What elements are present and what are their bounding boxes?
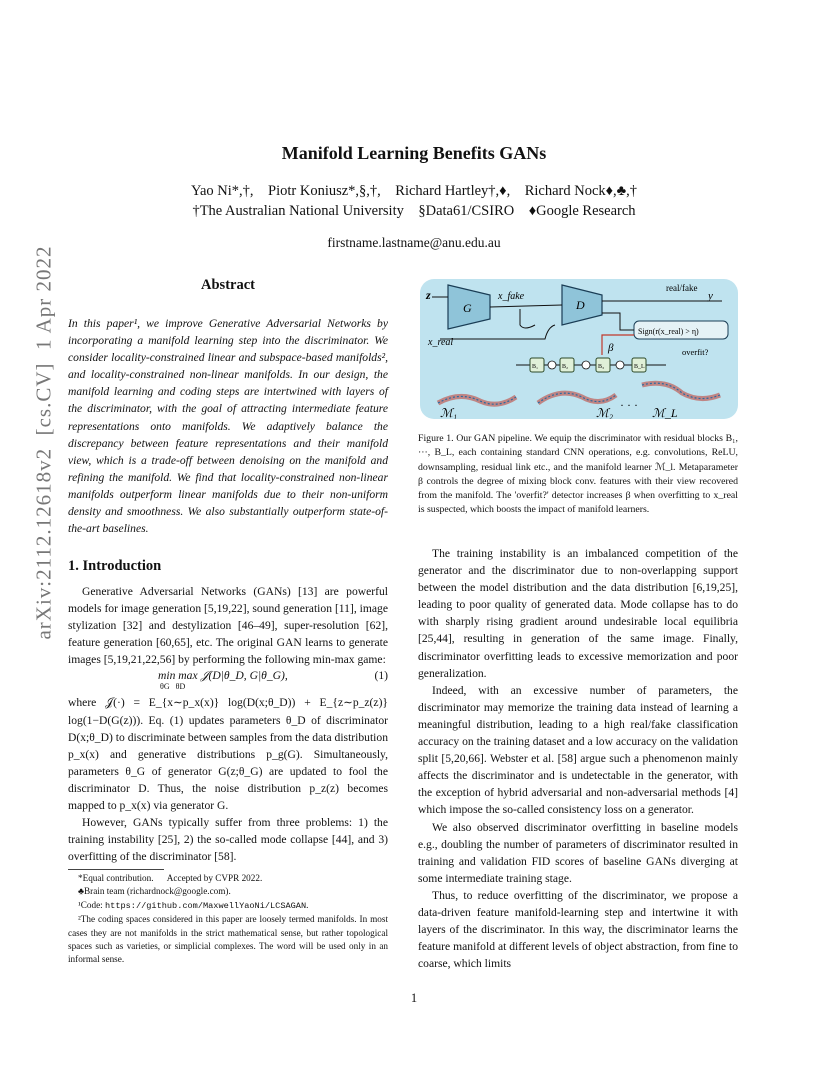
- label-m1: ℳ₁: [440, 406, 458, 419]
- body-paragraph: The training instability is an imbalanced competition of the generator and the discriminator due to non-overlapping support between the model distribution and the data distribution [6,19,25], leading to poor quality of generated data. Mode collapse has to do with sharply rising gradient around undesirable local equilibria [25,44], resulting in generation of the same image. Finally, discriminator overfitting leads to excessive memorization and poor generalization.: [418, 547, 738, 680]
- footnote: ²The coding spaces considered in this paper are loosely termed manifolds. In most cases they are not manifolds in the strict mathematical sense, but rather topological spaces such as varieties, or simplicial complexes. The word will be used only in an informal sense.: [68, 914, 388, 965]
- label-d: D: [576, 298, 585, 312]
- label-x-fake: x_fake: [498, 291, 525, 302]
- mix-node: [548, 361, 556, 369]
- abstract-heading: Abstract: [201, 277, 255, 293]
- figure-caption: Figure 1. Our GAN pipeline. We equip the discriminator with residual blocks B₁, ···, B_L, each containing standard CNN operations, e.g. convolutions, ReLU, downsampling, residual link etc., and the manifold learner ℳ_l. Metaparameter β controls the degree of mixing block conv. features with their view recovered from the manifold. The 'overfit?' detector increases β when overfitting to x_real is suspected, which boosts the impact of manifold learners.: [418, 433, 738, 516]
- affiliations: †The Australian National University §Data61/CSIRO ♦Google Research: [192, 203, 636, 219]
- body-paragraph: We also observed discriminator overfitting in baseline models e.g., doubling the number of parameters of discriminator resulted in training and validation FID scores of baseline GANs diverging at some intermediate training stage.: [418, 820, 738, 885]
- label-g: G: [463, 301, 472, 315]
- label-b2: B₂: [562, 364, 569, 370]
- footnote-label: ¹Code:: [78, 899, 105, 910]
- intro-paragraph: Generative Adversarial Networks (GANs) [13] are powerful models for image generation [5,19,22], sound generation [11], image stylization [32] and destylization [46–49], super-resolution [62], feature generation [60,65], etc. The original GAN learns to generate images [5,19,21,22,56] by performing the following min-max game:: [68, 585, 388, 667]
- label-sign: Sign(r(x_real) > η): [638, 327, 699, 336]
- label-beta: β: [608, 342, 614, 354]
- label-ml: ℳ_L: [652, 406, 678, 419]
- label-z: z: [426, 288, 431, 302]
- intro-heading: 1. Introduction: [68, 558, 162, 574]
- label-m2: ℳ₂: [596, 406, 614, 419]
- footnotes: [68, 872, 388, 967]
- paper-title: Manifold Learning Benefits GANs: [281, 143, 547, 163]
- body-paragraph: Indeed, with an excessive number of parameters, the discriminator may memorize the training data instead of learning a meaningful distribution, leading to a high real/fake classification accuracy on the training dataset and a low accuracy on the validation split [5,20,66]. Webster et al. [58] argue such a phenomenon mainly affects the discriminator and is undetectable in the generator, with the exception of hybrid adversarial and non-adversarial methods [4] which impose the so-called consistency loss on a generator.: [418, 683, 738, 817]
- footnote: [68, 899, 388, 913]
- footnote-rule: [68, 869, 164, 870]
- code-link[interactable]: https://github.com/MaxwellYaoNi/LCSAGAN: [105, 900, 307, 911]
- author-list: Yao Ni*,†, Piotr Koniusz*,§,†, Richard Hartley†,♦, Richard Nock♦,♣,†: [190, 183, 638, 199]
- pipeline-figure: [420, 279, 738, 419]
- abstract-text: In this paper¹, we improve Generative Adversarial Networks by incorporating a manifold learning step into the discriminator. We consider locality-constrained linear and subspace-based manifolds², and locality-constrained non-linear manifolds. In our design, the manifold learning and coding steps are intertwined with layers of the discriminator, with the goal of attracting intermediate feature representations onto manifolds. We adaptively balance the discrepancy between feature representations and their manifold view, which is a trade-off between denoising on the manifold and refining the manifold. We find that locality-constrained non-linear manifolds outperform linear manifolds due to their non-uniform density and smoothness. We also substantially outperform state-of-the-art baselines.: [68, 317, 388, 536]
- footnote-end: .: [306, 899, 309, 910]
- mix-node: [616, 361, 624, 369]
- intro-paragraph: However, GANs typically suffer from three problems: 1) the training instability [25], 2) the so-called mode collapse [44], and 3) overfitting of the discriminator [58].: [68, 816, 388, 864]
- label-b3: B₃: [598, 364, 605, 370]
- label-overfit: overfit?: [682, 347, 709, 357]
- intro-column-left: [68, 583, 388, 865]
- body-paragraph: Thus, to reduce overfitting of the discriminator, we propose a data-driven feature manifold-learning step and intertwine it with layers of the discriminator. In this way, the discriminator learns the feature manifold at different levels of object abstraction, from fine to coarse, which limits: [418, 888, 738, 971]
- intro-column-right: [418, 545, 738, 972]
- label-dots: · · ·: [620, 398, 638, 412]
- intro-paragraph: where 𝒥(·) = E_{x∼p_x(x)} log(D(x;θ_D)) + E_{z∼p_z(z)} log(1−D(G(z))). Eq. (1) updates parameters θ_D of discriminator D(x;θ_D) to discriminate between samples from the data distribution p_x(x) and generative distributions p_g(G). Simultaneously, parameters θ_G of generator G(z;θ_G) are updated to fool the discriminator D. Thus, the noise distribution p_z(z) becomes mapped to p_x(x) via generator G.: [68, 696, 388, 813]
- footnote: ♣Brain team (richardnock@google.com).: [78, 886, 231, 897]
- label-real-fake: real/fake: [666, 283, 698, 293]
- equation-subscripts: θG θD: [160, 682, 186, 692]
- label-b1: B₁: [532, 364, 539, 370]
- footnote: *Equal contribution. Accepted by CVPR 2022.: [78, 873, 263, 883]
- arxiv-stamp: arXiv:2112.12618v2 [cs.CV] 1 Apr 2022: [31, 245, 56, 640]
- equation-number: (1): [374, 669, 388, 683]
- equation-body: min max 𝒥(D|θ_D, G|θ_G),: [158, 669, 288, 683]
- label-bl: B_L: [634, 364, 645, 370]
- page-number: 1: [410, 991, 418, 1005]
- label-y: y: [708, 290, 713, 302]
- contact-email: firstname.lastname@anu.edu.au: [327, 235, 501, 250]
- mix-node: [582, 361, 590, 369]
- label-x-real: x_real: [428, 337, 454, 348]
- equation-1: [68, 668, 388, 694]
